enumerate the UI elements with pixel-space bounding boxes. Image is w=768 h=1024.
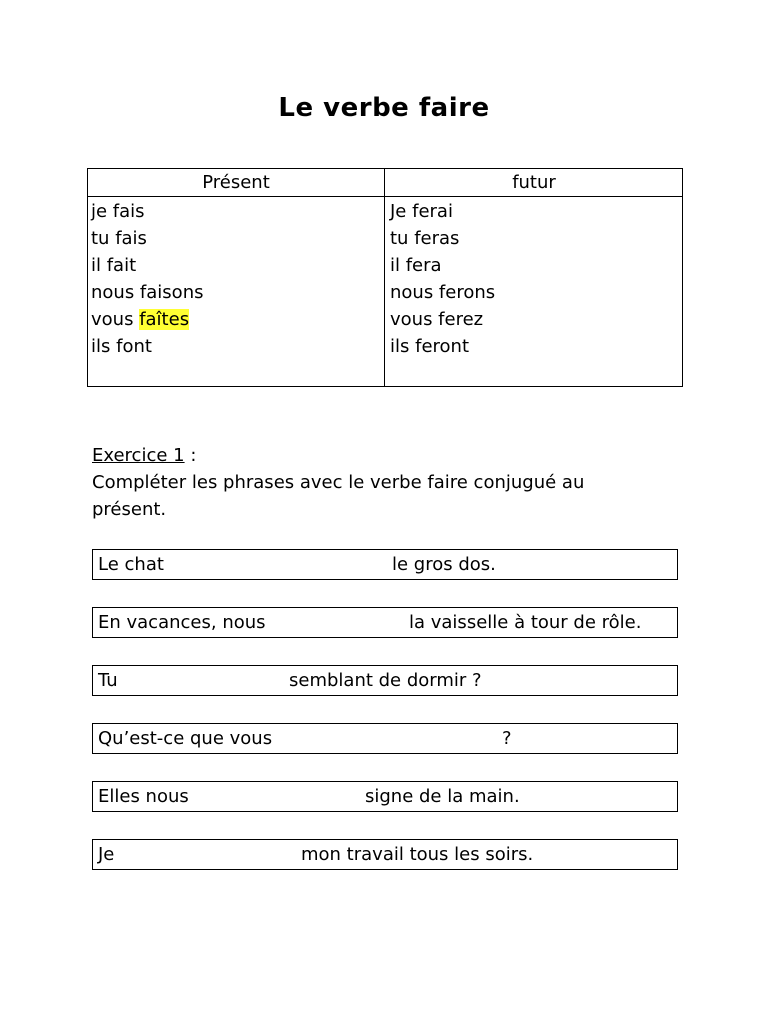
futur-row-je: Je ferai [390,201,453,222]
sentence-box-4 [92,723,678,754]
futur-row-ils: ils feront [390,336,469,357]
highlighted-verb-faites: faîtes [139,309,190,330]
futur-row-tu: tu feras [390,228,460,249]
exercise-heading [92,442,196,469]
present-row-ils: ils font [91,336,152,357]
futur-row-vous: vous ferez [390,309,484,330]
present-row-je: je fais [91,201,145,222]
sentence-box-3 [92,665,678,696]
conjugation-table [87,168,683,387]
present-vous-pronoun: vous [91,309,134,330]
sentence-1-start: Le chat [98,554,164,575]
futur-conjugation-list [390,198,495,360]
futur-column-header: futur [512,172,556,193]
table-header-divider [88,196,682,197]
page-title: Le verbe faire [278,93,490,123]
present-conjugation-list [91,198,203,360]
sentence-1-end: le gros dos. [392,554,496,575]
sentence-box-2 [92,607,678,638]
exercise-instruction: Compléter les phrases avec le verbe faire conjugué au présent. [92,472,585,520]
sentence-2-start: En vacances, nous [98,612,266,633]
present-row-il: il fait [91,255,137,276]
sentence-box-5 [92,781,678,812]
sentence-5-end: signe de la main. [365,786,520,807]
sentence-box-6 [92,839,678,870]
futur-row-il: il fera [390,255,442,276]
sentence-4-end: ? [502,728,512,749]
sentence-box-1 [92,549,678,580]
sentence-2-end: la vaisselle à tour de rôle. [409,612,642,633]
sentence-6-start: Je [98,844,115,865]
present-row-tu: tu fais [91,228,147,249]
exercise-label: Exercice 1 [92,445,185,466]
present-row-vous [91,306,203,333]
exercise-colon: : [184,445,197,466]
sentence-3-end: semblant de dormir ? [289,670,482,691]
present-column-header: Présent [202,172,270,193]
futur-row-nous: nous ferons [390,282,496,303]
sentence-5-start: Elles nous [98,786,189,807]
sentence-4-start: Qu’est-ce que vous [98,728,273,749]
table-column-divider [384,169,385,386]
present-row-nous: nous faisons [91,282,204,303]
sentence-6-end: mon travail tous les soirs. [301,844,534,865]
sentence-3-start: Tu [98,670,118,691]
